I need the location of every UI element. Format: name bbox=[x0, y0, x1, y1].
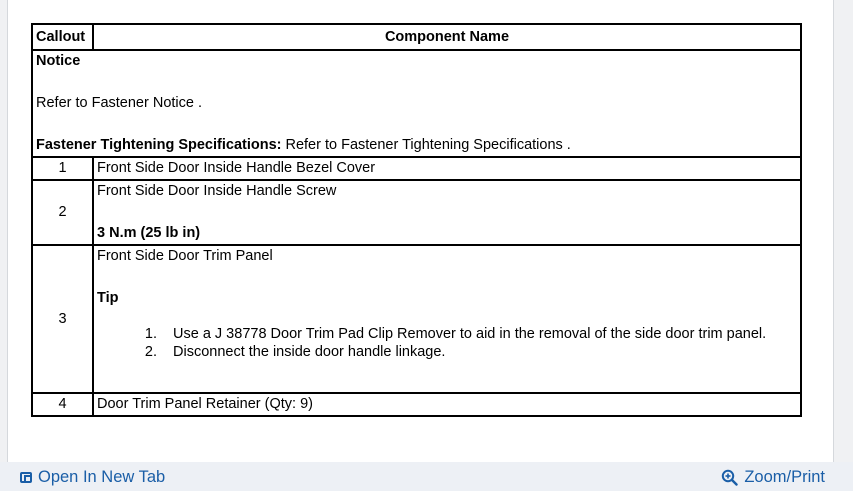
open-new-tab-icon bbox=[20, 472, 32, 483]
component-name-header: Component Name bbox=[93, 24, 801, 50]
tip-item: 1. Use a J 38778 Door Trim Pad Clip Remover to aid in the removal of the side door trim panel. bbox=[161, 325, 797, 343]
callout-header: Callout bbox=[32, 24, 93, 50]
table-row bbox=[32, 245, 801, 393]
component-name: Front Side Door Inside Handle Bezel Cover bbox=[93, 157, 801, 180]
components-table bbox=[31, 23, 802, 417]
torque-spec: 3 N.m (25 lb in) bbox=[97, 225, 201, 241]
zoom-print-link[interactable] bbox=[721, 468, 825, 487]
tip-title: Tip bbox=[97, 290, 119, 306]
callout-number: 4 bbox=[32, 393, 93, 416]
tip-list bbox=[97, 325, 797, 361]
component-name: Door Trim Panel Retainer (Qty: 9) bbox=[93, 393, 801, 416]
open-in-new-tab-link[interactable] bbox=[20, 468, 165, 487]
fastener-spec-label: Fastener Tightening Specifications: bbox=[36, 137, 282, 153]
callout-number: 3 bbox=[32, 245, 93, 393]
callout-number: 2 bbox=[32, 180, 93, 245]
component-name: Front Side Door Trim Panel bbox=[97, 248, 273, 264]
notice-row bbox=[32, 50, 801, 157]
notice-title: Notice bbox=[36, 53, 81, 69]
fastener-spec-line bbox=[36, 135, 797, 156]
document-panel bbox=[7, 0, 834, 462]
table-header-row bbox=[32, 24, 801, 50]
component-cell bbox=[93, 245, 801, 393]
callout-number: 1 bbox=[32, 157, 93, 180]
zoom-in-icon bbox=[721, 469, 738, 486]
zoom-print-label: Zoom/Print bbox=[744, 468, 825, 486]
table-row bbox=[32, 180, 801, 245]
tip-item: 2. Disconnect the inside door handle linkage. bbox=[161, 343, 797, 361]
component-name: Front Side Door Inside Handle Screw bbox=[97, 183, 337, 199]
notice-cell bbox=[32, 50, 801, 157]
component-cell bbox=[93, 180, 801, 245]
notice-line: Refer to Fastener Notice . bbox=[36, 95, 203, 111]
table-row bbox=[32, 157, 801, 180]
table-row bbox=[32, 393, 801, 416]
open-in-new-tab-label: Open In New Tab bbox=[38, 468, 166, 486]
fastener-spec-text: Refer to Fastener Tightening Specifications . bbox=[281, 137, 571, 153]
